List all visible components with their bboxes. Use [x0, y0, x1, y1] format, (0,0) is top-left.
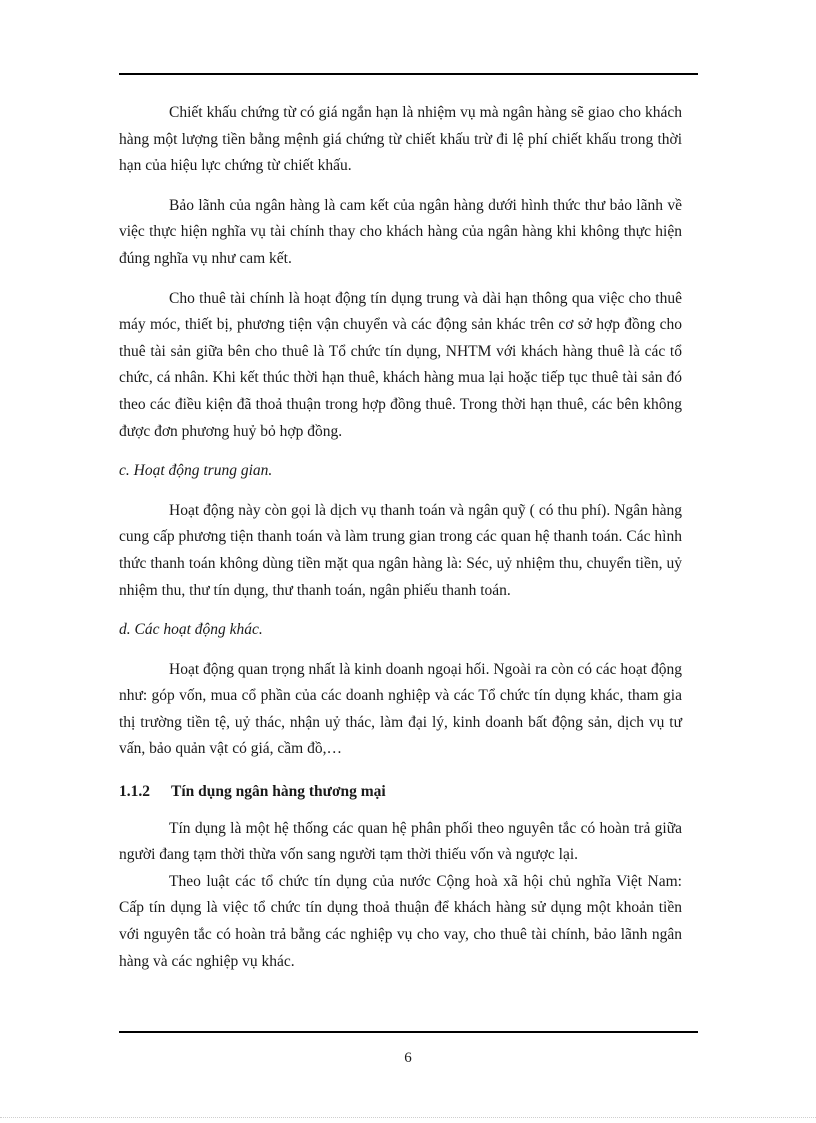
paragraph-credit-law: Theo luật các tổ chức tín dụng của nước Cộng hoà xã hội chủ nghĩa Việt Nam: Cấp tín dụng là việc tổ chức tín dụng thoả thuận để khách hàng sử dụng một khoản tiền với nguyên tắc có hoàn trả bằng các nghiệp vụ cho vay, cho thuê tài chính, bảo lãnh ngân hàng và các nghiệp vụ khác.	[119, 872, 682, 970]
header-rule	[119, 73, 698, 75]
paragraph-leasing: Cho thuê tài chính là hoạt động tín dụng trung và dài hạn thông qua việc cho thuê máy móc, thiết bị, phương tiện vận chuyển và các động sản khác trên cơ sở hợp đồng cho thuê tài sản giữa bên cho thuê là Tổ chức tín dụng, NHTM với khách hàng thuê là các tổ chức, cá nhân. Khi kết thúc thời hạn thuê, khách hàng mua lại hoặc tiếp tục thuê tài sản đó theo các điều kiện đã thoả thuận trong hợp đồng thuê. Trong thời hạn thuê, các bên không được đơn phương huỷ bỏ hợp đồng.	[119, 289, 682, 440]
section-title: Tín dụng ngân hàng thương mại	[171, 783, 386, 801]
paragraph-intermediary: Hoạt động này còn gọi là dịch vụ thanh toán và ngân quỹ ( có thu phí). Ngân hàng cung cấp phương tiện thanh toán và làm trung gian trong các quan hệ thanh toán. Các hình thức thanh toán không dùng tiền mặt qua ngân hàng là: Séc, uỷ nhiệm thu, chuyển tiền, uỷ nhiệm thu, thư tín dụng, thư thanh toán, ngân phiếu thanh toán.	[119, 501, 682, 599]
section-heading	[119, 779, 682, 806]
page-number: 6	[404, 1050, 412, 1066]
footer-rule	[119, 1031, 698, 1033]
subheading-other: d. Các hoạt động khác.	[119, 621, 263, 639]
paragraph-guarantee: Bảo lãnh của ngân hàng là cam kết của ngân hàng dưới hình thức thư bảo lãnh về việc thực hiện nghĩa vụ tài chính thay cho khách hàng của ngân hàng khi không thực hiện đúng nghĩa vụ như cam kết.	[119, 196, 682, 267]
section-number: 1.1.2	[119, 783, 150, 801]
paragraph-credit-definition: Tín dụng là một hệ thống các quan hệ phân phối theo nguyên tắc có hoàn trả giữa người đang tạm thời thừa vốn sang người tạm thời thiếu vốn và ngược lại.	[119, 819, 682, 864]
page-edge-dots	[0, 1117, 816, 1118]
page-body	[119, 100, 682, 975]
subheading-intermediary: c. Hoạt động trung gian.	[119, 462, 273, 480]
paragraph-other: Hoạt động quan trọng nhất là kinh doanh ngoại hối. Ngoài ra còn có các hoạt động như: góp vốn, mua cổ phần của các doanh nghiệp và các Tổ chức tín dụng khác, tham gia thị trường tiền tệ, uỷ thác, nhận uỷ thác, làm đại lý, kinh doanh bất động sản, dịch vụ tư vấn, bảo quản vật có giá, cầm đồ,…	[119, 660, 682, 758]
paragraph-discount: Chiết khấu chứng từ có giá ngắn hạn là nhiệm vụ mà ngân hàng sẽ giao cho khách hàng một lượng tiền bằng mệnh giá chứng từ chiết khấu trừ đi lệ phí chiết khấu trong thời hạn của hiệu lực chứng từ chiết khấu.	[119, 104, 682, 175]
